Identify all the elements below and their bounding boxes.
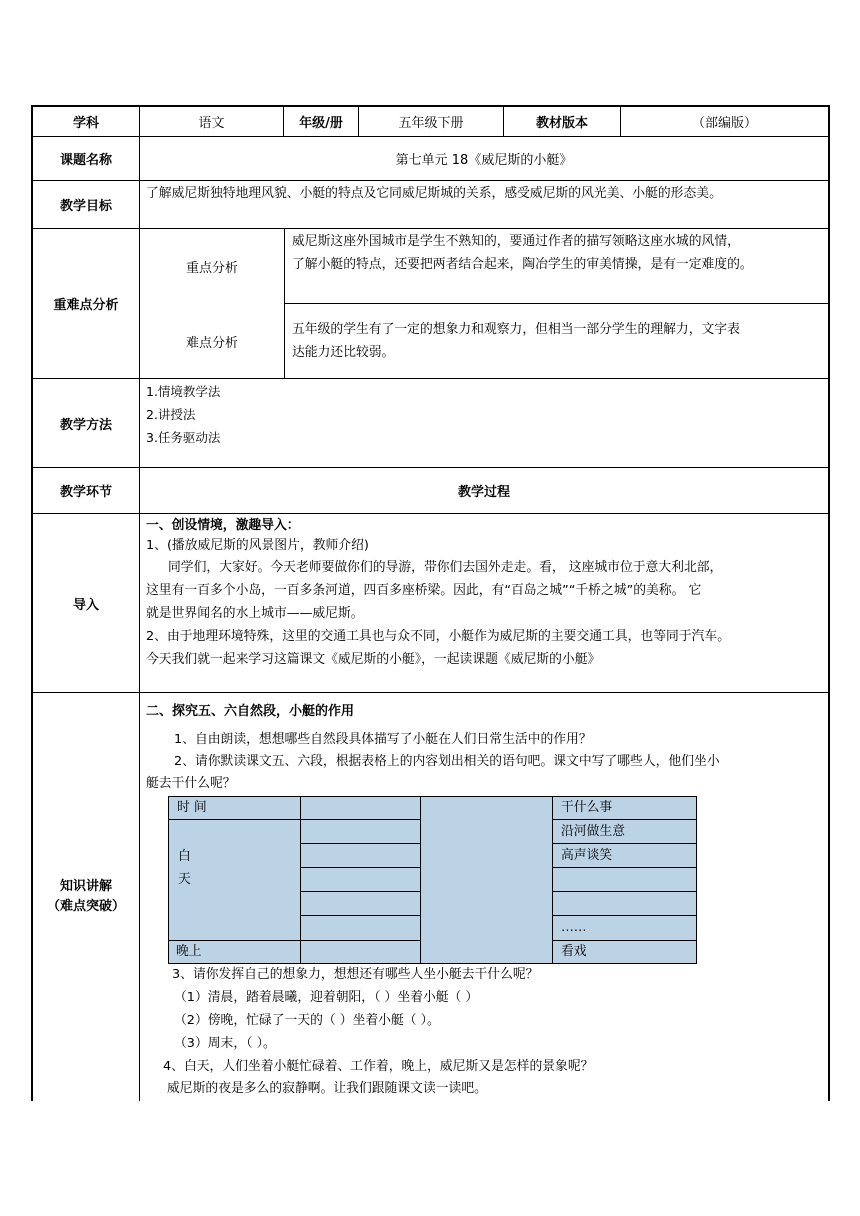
goal-label: 教学目标 [59, 199, 112, 214]
knowledge-label-line: 知识讲解 [59, 879, 112, 894]
knowledge-q2-line2: 艇去干什么呢？ [146, 776, 236, 791]
difficult-analysis-label: 难点分析 [185, 335, 238, 351]
difficult-analysis-text [292, 318, 826, 364]
activity-table-divider [552, 843, 697, 844]
activity-table-divider [552, 796, 553, 964]
activity-table-divider [300, 940, 421, 941]
activity-table-divider [300, 843, 421, 844]
what-row: 高声谈笑 [561, 848, 613, 863]
intro-content [146, 516, 826, 671]
activity-table-border [696, 796, 697, 964]
analysis-divider [284, 228, 285, 378]
knowledge-label [33, 877, 139, 917]
process-title: 教学过程 [457, 485, 510, 500]
topic-label: 课题名称 [59, 153, 112, 168]
knowledge-q4: 4、白天，人们坐着小艇忙碌着、工作着，晚上，威尼斯又是怎样的景象呢？ [163, 1059, 594, 1074]
method-list [146, 380, 220, 449]
row-divider [31, 378, 830, 379]
intro-line: 同学们，大家好。今天老师要做你们的导游，带你们去国外走走。看， 这座城市位于意大利北部， [168, 560, 723, 575]
knowledge-q4-answer: 威尼斯的夜是多么的寂静啊。让我们跟随课文读一读吧。 [167, 1081, 487, 1096]
activity-table-divider [552, 867, 697, 868]
table-border-right [828, 105, 830, 1101]
row-divider [31, 180, 830, 181]
activity-table-divider [552, 891, 697, 892]
what-row: …… [561, 920, 587, 935]
subject-value: 语文 [198, 116, 225, 131]
activity-table-divider [300, 891, 421, 892]
knowledge-q3-item: （3）周末，（ ）。 [174, 1036, 276, 1051]
grade-value: 五年级下册 [398, 116, 464, 131]
activity-table-divider [300, 867, 421, 868]
activity-table-border [168, 796, 697, 797]
activity-table-divider [552, 915, 697, 916]
textbook-value: （部编版） [691, 116, 757, 131]
method-item: 2.讲授法 [146, 407, 196, 422]
row-divider [31, 692, 830, 693]
knowledge-q3-item: （2）傍晚，忙碌了一天的（ ）坐着小艇（ ）。 [174, 1013, 440, 1028]
activity-table-divider [300, 796, 301, 964]
intro-line: 2、由于地理环境特殊，这里的交通工具也与众不同，小艇作为威尼斯的主要交通工具，也等同于汽车。 [146, 629, 731, 644]
daytime-label [174, 845, 191, 891]
daytime-char: 白 [178, 849, 191, 864]
method-item: 3.任务驱动法 [146, 430, 221, 445]
difficult-analysis-line: 五年级的学生有了一定的想象力和观察力，但相当一部分学生的理解力，文字表 [292, 322, 740, 337]
intro-line: 1、(播放威尼斯的风景图片，教师介绍) [146, 538, 369, 553]
row-divider [284, 303, 830, 304]
process-stage-label: 教学环节 [59, 485, 112, 500]
intro-label: 导入 [72, 597, 99, 613]
time-header: 时 间 [177, 800, 207, 815]
method-label: 教学方法 [59, 417, 112, 433]
topic-value: 第七单元 18《威尼斯的小艇》 [395, 153, 573, 168]
intro-line: 就是世界闻名的水上城市——威尼斯。 [146, 606, 364, 621]
intro-line: 今天我们就一起来学习这篇课文《威尼斯的小艇》，一起读课题《威尼斯的小艇》 [146, 652, 601, 667]
textbook-label: 教材版本 [535, 116, 588, 131]
grade-label: 年级/册 [299, 116, 343, 131]
what-row: 沿河做生意 [561, 824, 625, 839]
subject-label: 学科 [72, 116, 99, 131]
key-analysis-line: 威尼斯这座外国城市是学生不熟知的，要通过作者的描写领略这座水城的风情， [292, 234, 740, 249]
intro-heading: 一、创设情境，激趣导入： [146, 518, 300, 533]
knowledge-q2-line1: 2、请你默读课文五、六段，根据表格上的内容划出相关的语句吧。课文中写了哪些人，他们坐小 [174, 754, 720, 769]
activity-table-divider [420, 796, 421, 964]
activity-table-border [168, 796, 169, 964]
knowledge-q3-item: （1）清晨，踏着晨曦，迎着朝阳，（ ）坐着小艇（ ） [174, 990, 479, 1005]
goal-text: 了解威尼斯独特地理风貌、小艇的特点及它同威尼斯城的关系，感受威尼斯的风光美、小艇的形态美。 [146, 186, 722, 201]
difficult-analysis-line: 达能力还比较弱。 [292, 345, 395, 360]
activity-table-divider [552, 819, 697, 820]
key-analysis-label: 重点分析 [185, 260, 238, 276]
what-header: 干什么事 [561, 800, 613, 815]
method-item: 1.情境教学法 [146, 384, 221, 399]
knowledge-label-line: （难点突破） [46, 899, 125, 914]
daytime-char: 天 [178, 872, 191, 887]
knowledge-q3: 3、请你发挥自己的想象力，想想还有哪些人坐小艇去干什么呢？ [172, 967, 539, 982]
analysis-label: 重难点分析 [53, 298, 119, 313]
key-analysis-text [292, 230, 826, 276]
activity-table-divider [300, 819, 421, 820]
activity-table-divider [168, 819, 301, 820]
key-analysis-line: 了解小艇的特点，还要把两者结合起来，陶冶学生的审美情操，是有一定难度的。 [292, 257, 753, 272]
what-row: 看戏 [561, 944, 587, 959]
knowledge-q1: 1、自由朗读，想想哪些自然段具体描写了小艇在人们日常生活中的作用？ [174, 732, 592, 747]
intro-line: 这里有一百多个小岛，一百多条河道，四百多座桥梁。因此，有“百岛之城”“千桥之城”的美称。 它 [146, 583, 702, 598]
row-divider [31, 513, 830, 514]
night-label: 晚上 [176, 944, 202, 959]
activity-table-divider [300, 915, 421, 916]
knowledge-title: 二、探究五、六自然段，小艇的作用 [146, 704, 355, 719]
